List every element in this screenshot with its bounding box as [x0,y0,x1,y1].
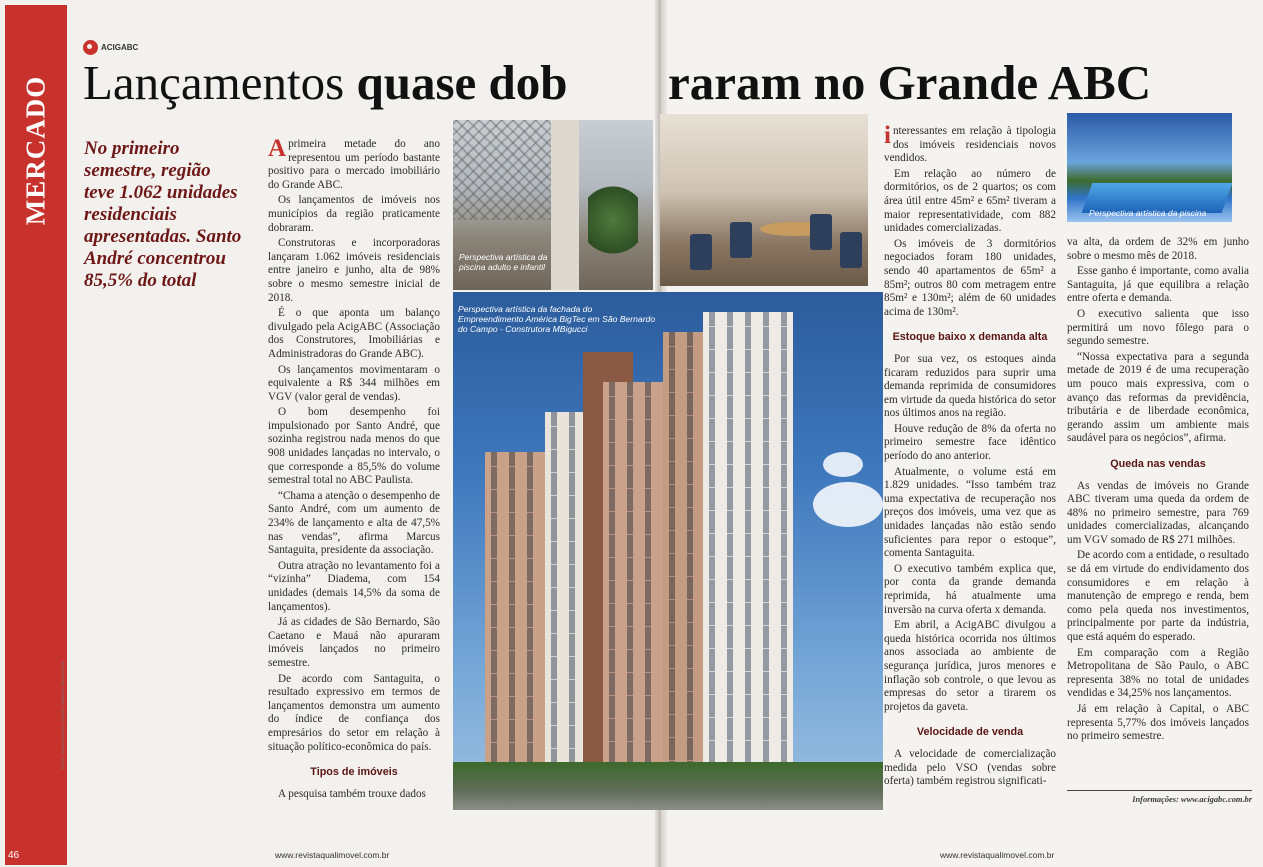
footer-url-right[interactable]: www.revistaqualimovel.com.br [940,850,1055,860]
paragraph: O executivo salienta que isso permitirá um novo fôlego para o segundo semestre. [1067,307,1249,348]
headline-left [83,56,568,110]
article-column-2 [884,122,1056,791]
photo-detail [453,762,883,810]
paragraph: Os lançamentos de imóveis nos municípios da região praticamente dobraram. [268,194,440,234]
paragraph: É o que aponta um balanço divulgado pela AcigABC (Associação dos Construtores, Imobiliárias e Administradoras do Grande ABC). [268,307,440,360]
photo-pool-area [453,120,653,290]
acigabc-logo-icon [83,40,98,55]
lead-text: No primeiro semestre, região teve 1.062 unidades residenciais apresentadas. Santo André concentrou 85,5% do total [84,138,242,292]
photo-detail [823,452,863,477]
paragraph: O executivo também explica que, por conta da grande demanda reprimida, há atualmente uma inversão na curva oferta x demanda. [884,562,1056,616]
caption-pool2: Perspectiva artística da piscina [1089,208,1207,218]
paragraph: “Nossa expectativa para a segunda metade de 2019 é de uma recuperação um pouco mais expressiva, com o avanço das reformas da previdência, tributária e de liberdade econômica, gerando assim um ambiente mais saudável para os negócios”, afirma. [1067,350,1249,445]
headline-right: raram no Grande ABC [668,55,1152,110]
logo-text: ACIGABC [101,43,139,52]
side-credit: TEXTO: JULIANA CRUZ | EDIÇÃO: MARCOS SANTAGUITA [60,661,65,770]
subheading-tipos: Tipos de imóveis [310,766,398,779]
footer-url-left[interactable]: www.revistaqualimovel.com.br [275,850,390,860]
photo-detail [603,382,663,762]
paragraph: Os imóveis de 3 dormitórios negociados foram 180 unidades, sendo 40 apartamentos de 65m² a 85m²; outros 80 com metragem entre 85m² e 130m²; além de 60 unidades acima de 130m². [884,237,1056,318]
subheading-estoque: Estoque baixo x demanda alta [892,331,1048,344]
photo-building-facade [453,292,883,810]
paragraph: De acordo com Santaguita, o resultado expressivo em termos de lançamentos demonstra um aumento do índice de confiança dos empresários do setor em relação à situação político-econômica do país. [268,672,440,753]
page-number: 46 [8,850,20,861]
paragraph: Construtoras e incorporadoras lançaram 1.062 imóveis residenciais entre janeiro e junho, alta de 98% sobre o mesmo semestre inicial de 2018. [268,237,440,304]
headline-part1: Lançamentos [83,55,357,110]
photo-pool-rooftop [1067,113,1232,222]
paragraph: “Chama a atenção o desempenho de Santo André, com um aumento de 234% de lançamento e alta de 47,5% nas vendas”, afirma Marcus Santaguita, presidente da associação. [268,489,440,557]
info-footnote: Informações: www.acigabc.com.br [1067,790,1252,804]
caption-pool: Perspectiva artística da piscina adulto e infantil [459,252,548,272]
subheading-velocidade: Velocidade de venda [916,726,1024,739]
paragraph: Atualmente, o volume está em 1.829 unidades. “Isso também traz uma expectativa de recuperação nos preços dos imóveis, uma vez que as unidades lançadas não estão sendo suficientes para repor o estoque”, comenta Santaguita. [884,465,1056,560]
photo-detail [485,452,545,762]
paragraph: Em abril, a AcigABC divulgou a queda histórica ocorrida nos últimos anos associada ao ambiente de segurança jurídica, juros menores e inflação sob controle, o que levou as empresas do setor a tirarem os projetos da gaveta. [884,619,1056,713]
acigabc-logo [83,40,138,55]
photo-detail [690,234,712,270]
article-column-1 [268,135,440,803]
paragraph: Aprimeira metade do ano representou um período bastante positivo para o mercado imobiliário do Grande ABC. [268,135,440,191]
paragraph: va alta, da ordem de 32% em junho sobre o mesmo mês de 2018. [1067,236,1249,262]
headline-part2: quase dob [356,55,568,110]
caption-tower: Perspectiva artística da fachada do Empreendimento América BigTec em São Bernardo do Campo - Construtora MBigucci [458,304,656,334]
paragraph: A pesquisa também trouxe dados [278,787,426,800]
photo-detail [840,232,862,268]
paragraph: Os lançamentos movimentaram o equivalente a R$ 344 milhões em VGV (valor geral de vendas). [268,363,440,403]
paragraph: Outra atração no levantamento foi a “vizinha” Diadema, com 154 unidades (demais 14,5% da soma de lançamentos). [268,559,440,613]
paragraph: Já as cidades de São Bernardo, São Caetano e Mauá não apuraram imóveis lançados no primeiro semestre. [268,616,440,669]
paragraph: Em relação ao número de dormitórios, os de 2 quartos; os com área útil entre 45m² e 65m² tiveram a maior representatividade, com 882 unidades comercializadas. [884,167,1056,235]
subheading-queda: Queda nas vendas [1110,457,1206,470]
paragraph: O bom desempenho foi impulsionado por Santo André, que sozinha registrou nada menos do que 908 unidades lançadas no intervalo, o que corresponde a 85,5% do volume semestral total no ABC Paulista. [268,406,440,487]
photo-detail [813,482,883,527]
paragraph: Houve redução de 8% da oferta no primeiro semestre face idêntico período do ano anterior. [884,422,1056,463]
article-column-3 [1067,236,1249,746]
photo-detail [730,222,752,258]
photo-detail [551,120,579,290]
paragraph: De acordo com a entidade, o resultado se dá em virtude do endividamento dos consumidores e em relação à manutenção de emprego e renda, bem como pela queda nos investimentos, principalmente por parte da indústria, que está aquém do esperado. [1067,549,1249,644]
paragraph: As vendas de imóveis no Grande ABC tiveram uma queda da ordem de 48% no primeiro semestre, para 769 unidades comercializadas, alcançando um VGV somado de R$ 271 milhões. [1067,479,1249,546]
paragraph: Em comparação com a Região Metropolitana de São Paulo, o ABC representa 38% no total de unidades vendidas e 34,25% nos lançamentos. [1067,646,1249,700]
section-label: MERCADO [20,75,51,225]
photo-detail [810,214,832,250]
photo-detail [588,180,638,260]
paragraph: interessantes em relação à tipologia dos imóveis residenciais novos vendidos. [884,122,1056,165]
paragraph: A velocidade de comercialização medida pelo VSO (vendas sobre oferta) também registrou significati- [884,747,1056,788]
photo-detail [703,312,793,762]
paragraph: Esse ganho é importante, como avalia Santaguita, já que equilibra a relação entre oferta e demanda. [1067,265,1249,305]
paragraph: Por sua vez, os estoques ainda ficaram reduzidos para suprir uma demanda reprimida de consumidores em virtude da queda histórica do setor nos últimos anos na região. [884,352,1056,420]
photo-gourmet-space [660,114,868,286]
paragraph: Já em relação à Capital, o ABC representa 5,77% dos imóveis lançados no primeiro semestre. [1067,703,1249,743]
